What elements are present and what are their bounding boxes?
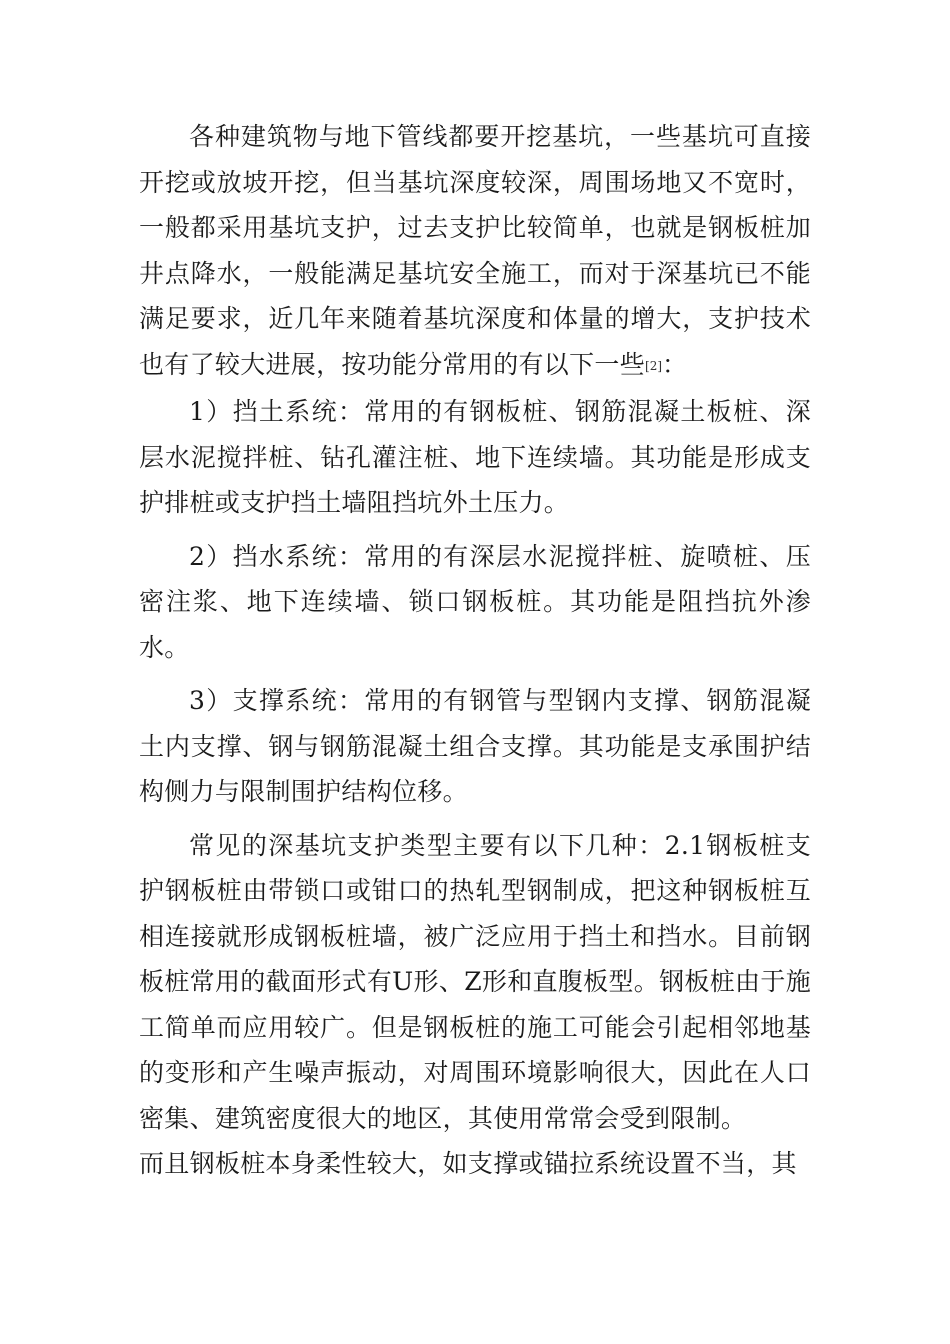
paragraph-retaining-system-text: 1）挡土系统：常用的有钢板桩、钢筋混凝土板桩、深层水泥搅拌桩、钻孔灌注桩、地下连续墙。其功能是形成支护排桩或支护挡土墙阻挡坑外土压力。 <box>139 397 811 517</box>
paragraph-retaining-system <box>139 389 811 526</box>
paragraph-continuation <box>139 1141 811 1187</box>
paragraph-water-stop-system <box>139 534 811 671</box>
paragraph-support-system-text: 3）支撑系统：常用的有钢管与型钢内支撑、钢筋混凝土内支撑、钢与钢筋混凝土组合支撑。其功能是支承围护结构侧力与限制围护结构位移。 <box>139 686 811 806</box>
paragraph-support-types-text: 常见的深基坑支护类型主要有以下几种：2.1钢板桩支护钢板桩由带锁口或钳口的热轧型钢制成，把这种钢板桩互相连接就形成钢板桩墙，被广泛应用于挡土和挡水。目前钢板桩常用的截面形式有U形、Z形和直腹板型。钢板桩由于施工简单而应用较广。但是钢板桩的施工可能会引起相邻地基的变形和产生噪声振动，对周围环境影响很大，因此在人口密集、建筑密度很大的地区，其使用常常会受到限制。 <box>139 830 811 1133</box>
body-text <box>139 114 811 1187</box>
paragraph-intro-text: 各种建筑物与地下管线都要开挖基坑，一些基坑可直接开挖或放坡开挖，但当基坑深度较深，周围场地又不宽时，一般都采用基坑支护，过去支护比较简单，也就是钢板桩加井点降水，一般能满足基坑安全施工，而对于深基坑已不能满足要求，近几年来随着基坑深度和体量的增大，支护技术也有了较大进展，按功能分常用的有以下一些 <box>139 122 811 379</box>
paragraph-intro-tail: ： <box>662 349 688 379</box>
paragraph-continuation-text: 而且钢板桩本身柔性较大，如支撑或锚拉系统设置不当，其 <box>139 1149 797 1178</box>
paragraph-water-stop-system-text: 2）挡水系统：常用的有深层水泥搅拌桩、旋喷桩、压密注浆、地下连续墙、锁口钢板桩。其功能是阻挡抗外渗水。 <box>139 541 811 662</box>
paragraph-intro <box>139 114 811 389</box>
paragraph-support-types <box>139 823 811 1142</box>
paragraph-support-system <box>139 678 811 815</box>
citation-marker: [2] <box>645 358 663 373</box>
